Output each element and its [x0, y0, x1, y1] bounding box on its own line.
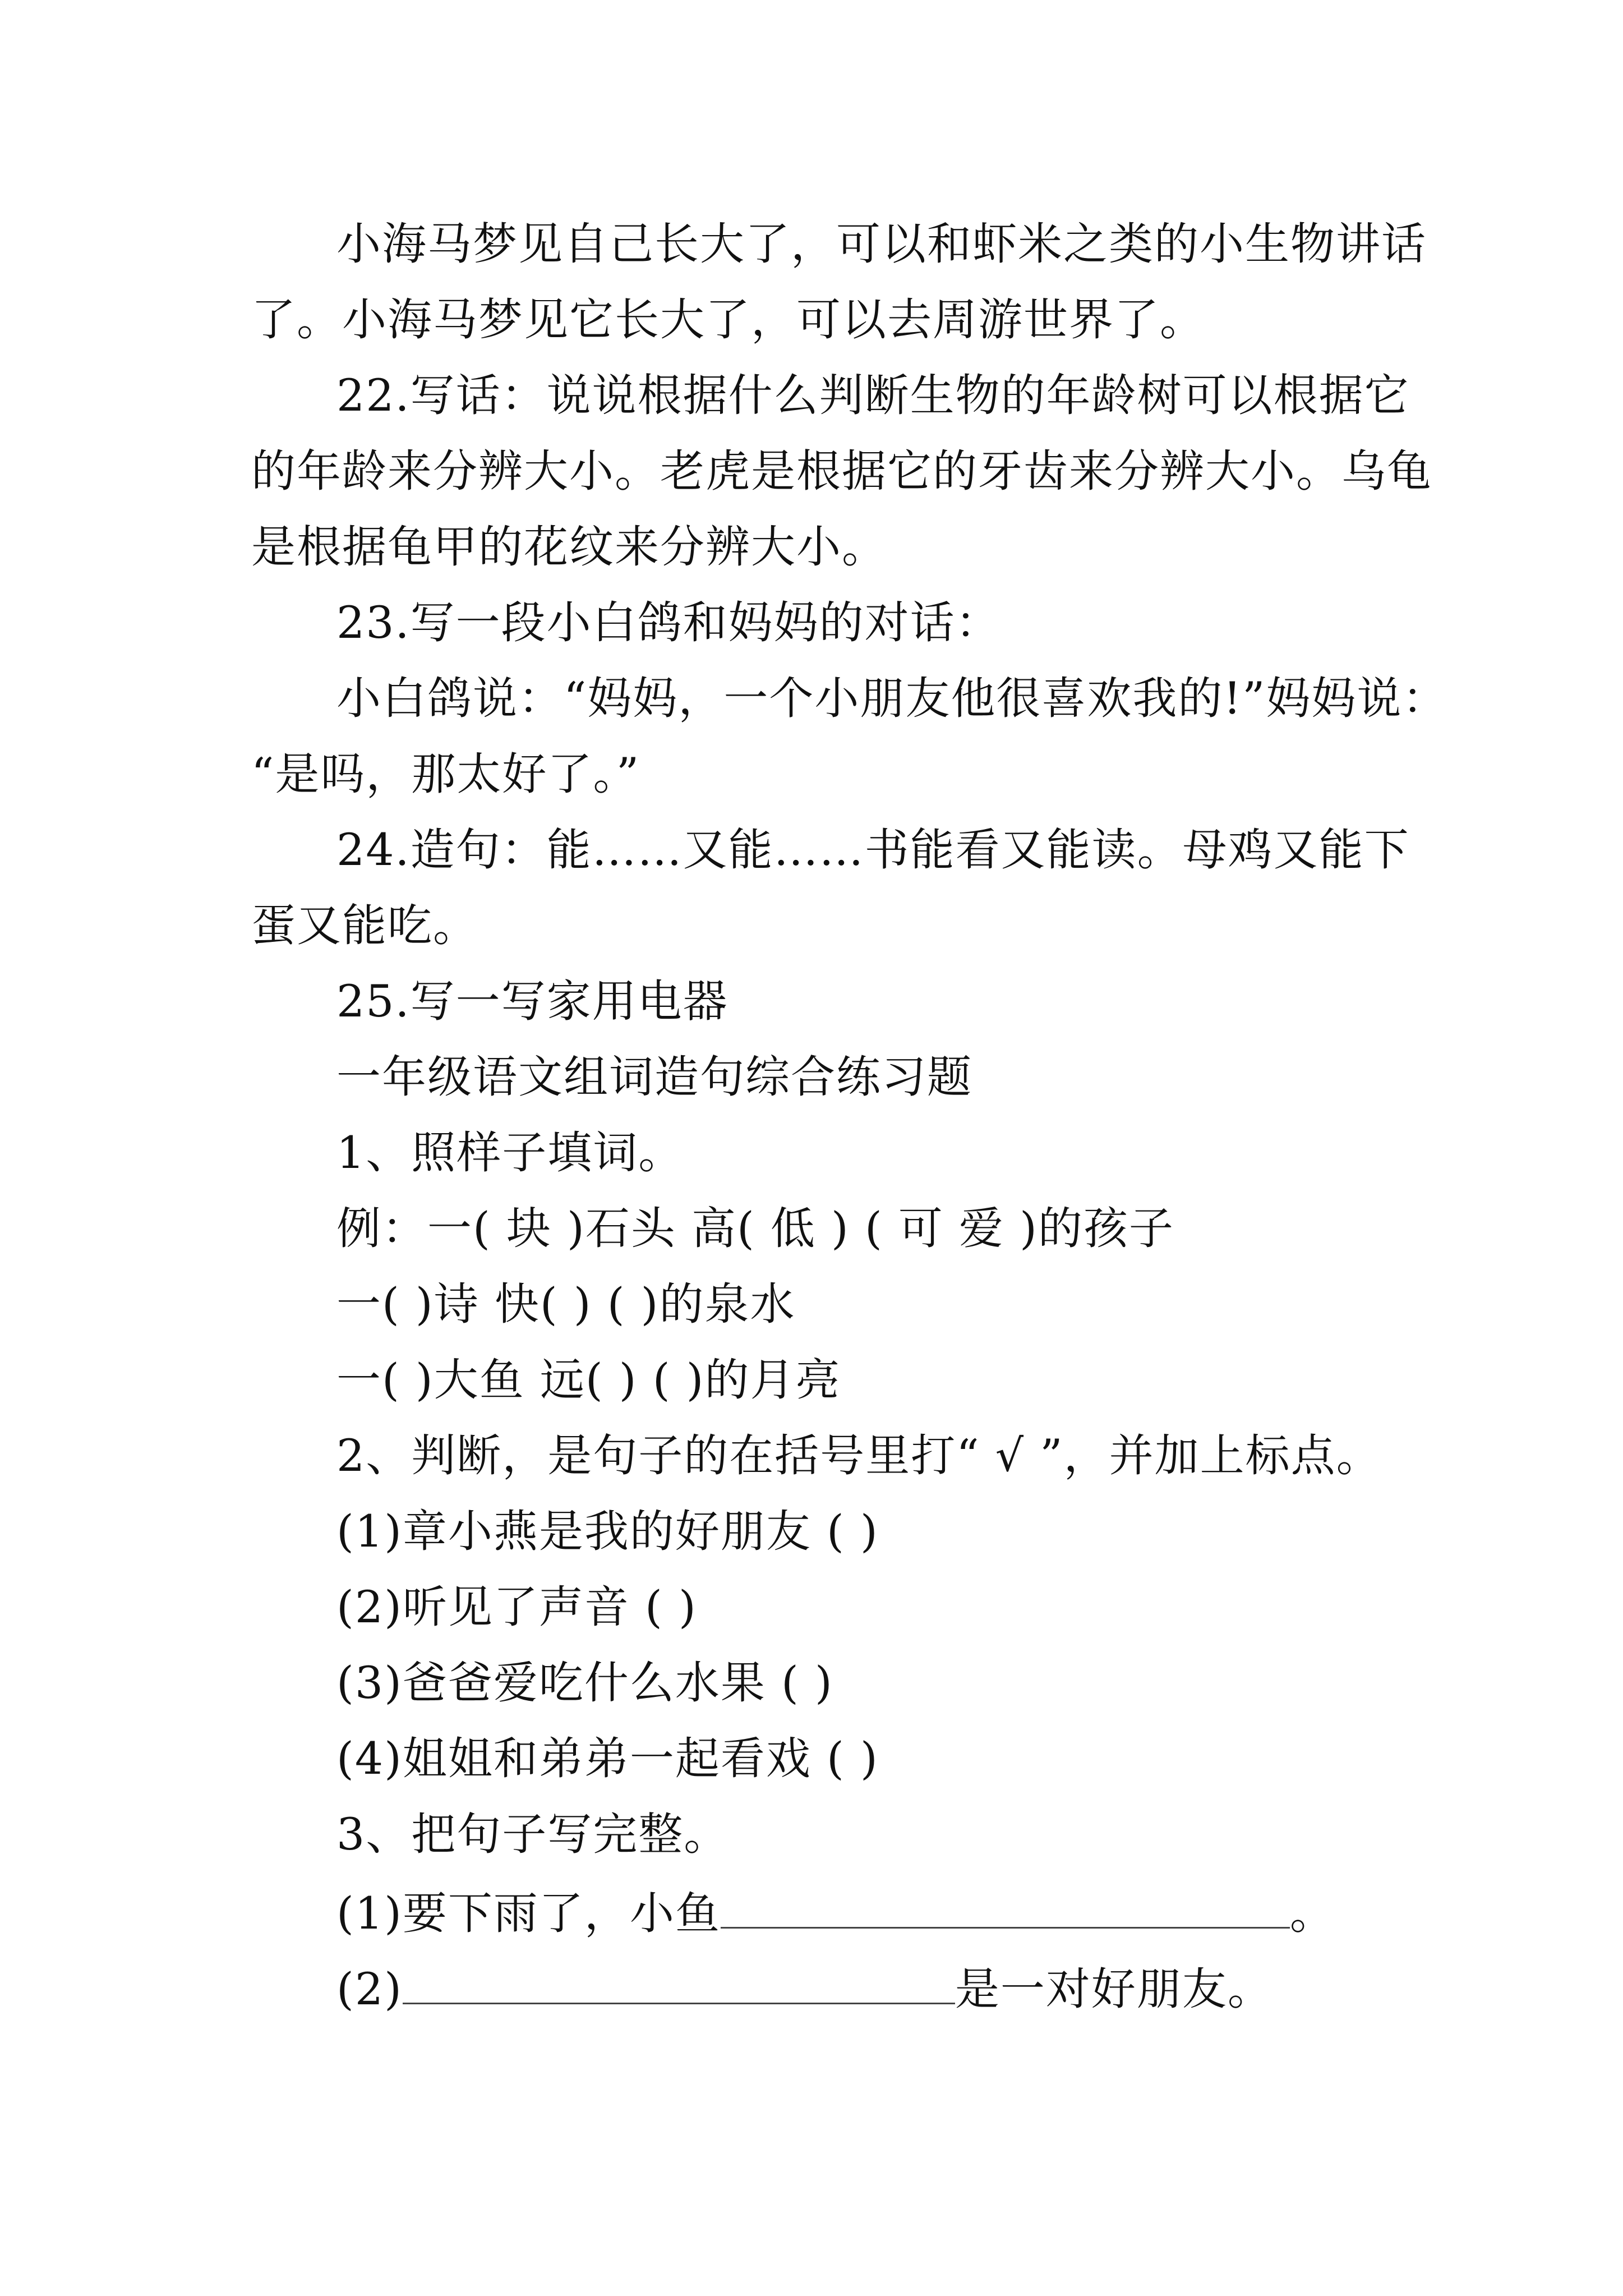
exercise-heading: 2、判断，是句子的在括号里打“ √ ”，并加上标点。 [336, 1430, 1382, 1481]
question-23: 23.写一段小白鸽和妈妈的对话： [336, 597, 1001, 648]
question-24: 24.造句：能……又能……书能看又能读。母鸡又能下 [336, 824, 1410, 876]
exercise-item: (4)姐姐和弟弟一起看戏 ( ) [336, 1733, 879, 1784]
paragraph-line: 蛋又能吃。 [251, 900, 478, 951]
exercise-item: (1)章小燕是我的好朋友 ( ) [336, 1506, 879, 1557]
paragraph-line: “是吗，那太好了。” [251, 748, 640, 800]
question-25: 25.写一写家用电器 [336, 976, 728, 1027]
sentence-suffix: 。 [1289, 1888, 1335, 1939]
sentence-prefix: (1)要下雨了，小鱼 [336, 1888, 721, 1939]
exercise-item: 一( )诗 快( ) ( )的泉水 [336, 1278, 796, 1330]
paragraph-line: 是根据龟甲的花纹来分辨大小。 [251, 521, 887, 573]
exercise-item: (2)听见了声音 ( ) [336, 1581, 697, 1633]
exercise-heading: 3、把句子写完整。 [336, 1809, 730, 1860]
paragraph-line: 的年龄来分辨大小。老虎是根据它的牙齿来分辨大小。乌龟 [251, 445, 1432, 497]
question-22: 22.写话：说说根据什么判断生物的年龄树可以根据它 [336, 370, 1410, 421]
exercise-item: 一( )大鱼 远( ) ( )的月亮 [336, 1354, 841, 1406]
answer-blank[interactable] [721, 1882, 1290, 1929]
paragraph-line: 了。小海马梦见它长大了，可以去周游世界了。 [251, 294, 1205, 346]
answer-blank[interactable] [403, 1958, 955, 2004]
paragraph-line: 小白鸽说：“妈妈，一个小朋友他很喜欢我的!”妈妈说： [336, 673, 1448, 724]
sentence-prefix: (2) [336, 1963, 403, 2015]
exercise-example: 例：一( 块 )石头 高( 低 ) ( 可 爱 )的孩子 [336, 1203, 1174, 1254]
sentence-suffix: 是一对好朋友。 [955, 1963, 1273, 2015]
exercise-item: (3)爸爸爱吃什么水果 ( ) [336, 1657, 833, 1709]
fill-in-sentence-1 [336, 1882, 1464, 1938]
fill-in-sentence-2 [336, 1958, 1464, 2014]
exercise-heading: 1、照样子填词。 [336, 1127, 684, 1179]
section-title: 一年级语文组词造句综合练习题 [336, 1051, 972, 1103]
paragraph-line: 小海马梦见自己长大了，可以和虾米之类的小生物讲话 [336, 218, 1427, 270]
